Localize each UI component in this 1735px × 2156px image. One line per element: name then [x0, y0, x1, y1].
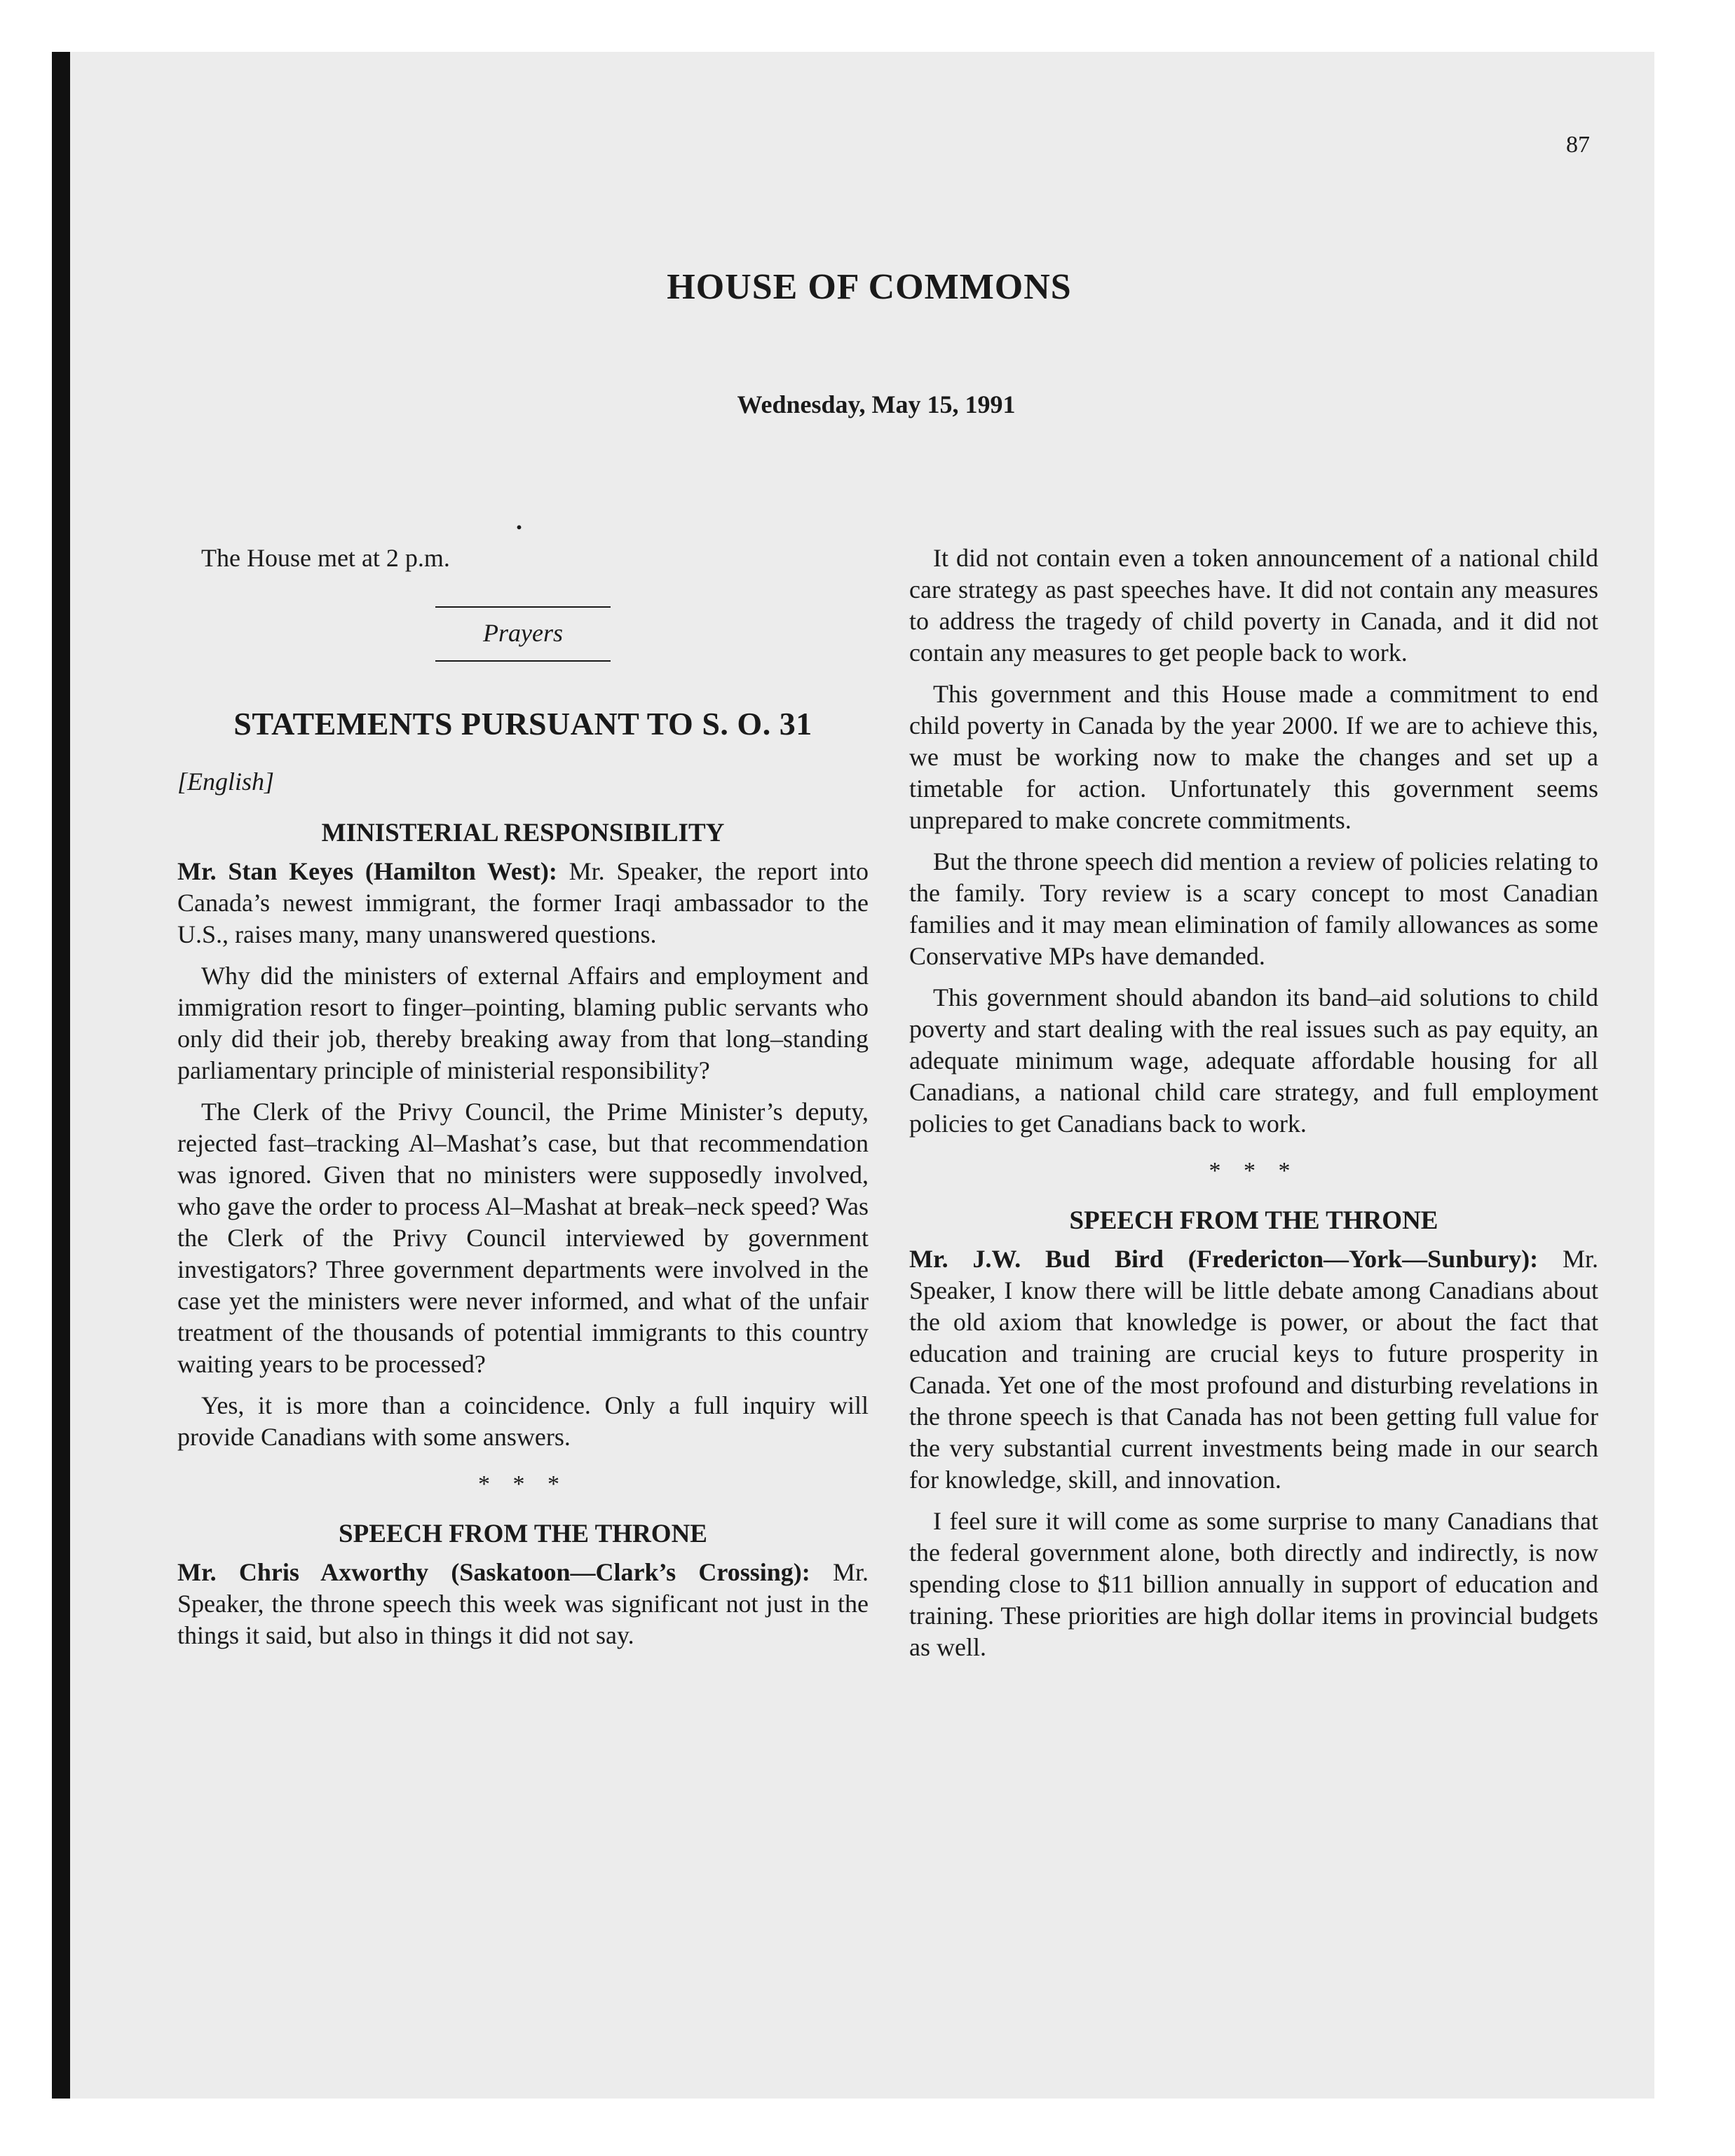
sitting-time: The House met at 2 p.m. — [201, 544, 450, 572]
statement-paragraph — [177, 1557, 869, 1651]
statement-paragraph — [909, 1243, 1598, 1496]
divider-rule — [435, 660, 611, 662]
statement-paragraph: But the throne speech did mention a review of policies relating to the family. Tory review is a scary concept to most Canadian families and it may mean elimination of family allowances as some Conservative MPs have demanded. — [909, 847, 1598, 970]
speaker-name: Mr. Chris Axworthy (Saskatoon—Clark’s Crossing): — [177, 1558, 810, 1586]
sitting-date: Wednesday, May 15, 1991 — [737, 390, 1016, 418]
statement-heading: SPEECH FROM THE THRONE — [1069, 1206, 1438, 1235]
prayers-label: Prayers — [483, 619, 563, 647]
statement-paragraph: Yes, it is more than a coincidence. Only a full inquiry will provide Canadians with some answers. — [177, 1391, 869, 1451]
statement-text: Mr. Speaker, the report into Canada’s newest immigrant, the former Iraqi ambassador to the U.S., raises many, many unanswered questions. — [177, 857, 869, 948]
statement-paragraph: I feel sure it will come as some surprise to many Canadians that the federal government alone, both directly and indirectly, is now spending close to $11 billion annually in support of education and training. These priorities are high dollar items in provincial budgets as well. — [909, 1507, 1598, 1661]
right-column — [909, 543, 1598, 1663]
statement-heading: MINISTERIAL RESPONSIBILITY — [321, 819, 725, 847]
statement-paragraph — [177, 856, 869, 950]
statement-paragraph: The Clerk of the Privy Council, the Prime Minister’s deputy, rejected fast–tracking Al–Mashat’s case, but that recommendation was ignored. Given that no ministers were supposedly involved, who gave the order to process Al–Mashat at break–neck speed? Was the Clerk of the Privy Council interviewed by government investigators? Three government departments were involved in the case yet the ministers were never informed, and what of the unfair treatment of the thousands of potential immigrants to this country waiting years to be processed? — [177, 1098, 869, 1378]
statement-text: Mr. Speaker, I know there will be little debate among Canadians about the old axiom that knowledge is power, or about the fact that education and training are crucial keys to future prosperity in Canada. Yet one of the most profound and disturbing revelations in the throne speech is that Canada has not been getting full value for the very substantial current investments being made in our search for knowledge, skill, and innovation. — [909, 1245, 1598, 1494]
section-heading: STATEMENTS PURSUANT TO S. O. 31 — [233, 706, 812, 742]
statement-heading: SPEECH FROM THE THRONE — [339, 1520, 707, 1548]
separator-stars: * * * — [478, 1471, 568, 1497]
left-column — [177, 543, 869, 1651]
statement-paragraph: It did not contain even a token announcement of a national child care strategy as past speeches have. It did not contain any measures to address the tragedy of child poverty in Canada, and it did not contain any measures to get people back to work. — [909, 544, 1598, 667]
stray-dot: . — [516, 507, 522, 535]
page-title: HOUSE OF COMMONS — [667, 267, 1072, 307]
statement-paragraph: Why did the ministers of external Affairs and employment and immigration resort to finger–pointing, blaming public servants who only did their job, thereby breaking away from that long–standing parliamentary principle of ministerial responsibility? — [177, 962, 869, 1084]
language-tag: [English] — [177, 767, 275, 796]
page-number: 87 — [1566, 132, 1590, 158]
statement-paragraph: This government and this House made a commitment to end child poverty in Canada by the year 2000. If we are to achieve this, we must be working now to make the changes and set up a timetable for action. Unfortunately this government seems unprepared to make concrete commitments. — [909, 680, 1598, 834]
speaker-name: Mr. J.W. Bud Bird (Fredericton—York—Sunbury): — [909, 1245, 1539, 1273]
separator-stars: * * * — [1209, 1158, 1299, 1184]
statement-paragraph: This government should abandon its band–aid solutions to child poverty and start dealing with the real issues such as pay equity, an adequate minimum wage, adequate affordable housing for all Canadians, a national child care strategy, and full employment policies to get Canadians back to work. — [909, 983, 1598, 1138]
speaker-name: Mr. Stan Keyes (Hamilton West): — [177, 857, 557, 885]
statement-text: Mr. Speaker, the throne speech this week was significant not just in the things it said, but also in things it did not say. — [177, 1558, 869, 1649]
divider-rule — [435, 606, 611, 608]
